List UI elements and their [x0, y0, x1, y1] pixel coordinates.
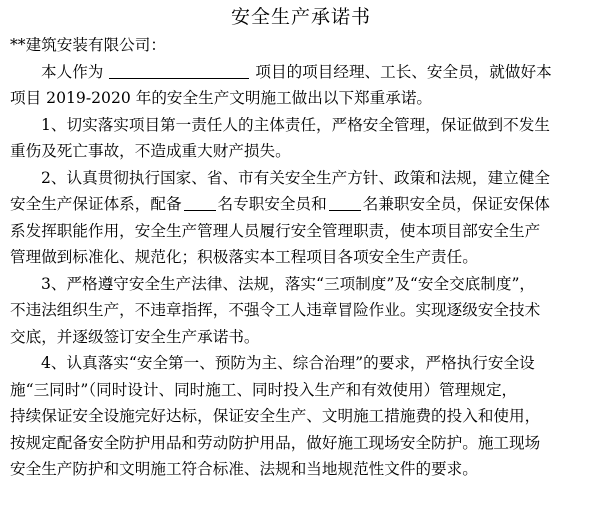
intro-text-b: 项目的项目经理、工长、安全员，就做好本	[255, 62, 552, 81]
item-3-line-2: 不违法组织生产，不违章指挥，不强令工人违章冒险作业。实现逐级安全技术	[10, 301, 541, 319]
project-name-blank	[109, 62, 249, 79]
item-2-text-c: 名兼职安全员，保证安保体	[362, 195, 550, 213]
intro-line-1	[10, 59, 592, 86]
item-2-text-b: 名专职安全员和	[217, 195, 327, 213]
addressee: **建筑安装有限公司：	[10, 36, 166, 54]
intro-line-2: 项目 2019-2020 年的安全生产文明施工做出以下郑重承诺。	[10, 89, 433, 107]
item-2-line-1: 2、认真贯彻执行国家、省、市有关安全生产方针、政策和法规，建立健全	[41, 168, 550, 187]
item-4-line-4: 按规定配备安全防护用品和劳动防护用品，做好施工现场安全防护。施工现场	[10, 433, 541, 452]
item-2-line-3: 系发挥职能作用，安全生产管理人员履行安全管理职责，使本项目部安全生产	[10, 221, 541, 240]
item-1-line-2: 重伤及死亡事故，不造成重大财产损失。	[10, 142, 291, 160]
document-page	[0, 2, 604, 508]
item-4-line-5: 安全生产防护和文明施工符合标准、法规和当地规范性文件的要求。	[10, 460, 478, 478]
item-3-line-3: 交底，并逐级签订安全生产承诺书。	[10, 327, 260, 346]
document-title: 安全生产承诺书	[230, 6, 371, 28]
intro-text-a: 本人作为	[41, 62, 104, 81]
item-2-line-4: 管理做到标准化、规范化；积极落实本工程项目各项安全生产责任。	[10, 248, 478, 266]
item-3-line-1: 3、严格遵守安全生产法律、法规，落实“三项制度”及“安全交底制度”，	[41, 274, 536, 293]
item-4-line-3: 持续保证安全设施完好达标，保证安全生产、文明施工措施费的投入和使用，	[10, 407, 541, 425]
item-2-line-2	[10, 191, 592, 218]
item-2-text-a: 安全生产保证体系，配备	[10, 195, 182, 213]
item-1-line-1: 1、切实落实项目第一责任人的主体责任，严格安全管理，保证做到不发生	[41, 115, 550, 134]
parttime-officer-count-blank	[329, 194, 361, 211]
item-4-line-2: 施“三同时”（同时设计、同时施工、同时投入生产和有效使用）管理规定，	[10, 380, 518, 399]
fulltime-officer-count-blank	[184, 194, 216, 211]
item-4-line-1: 4、认真落实“安全第一、预防为主、综合治理”的要求，严格执行安全设	[41, 354, 535, 372]
